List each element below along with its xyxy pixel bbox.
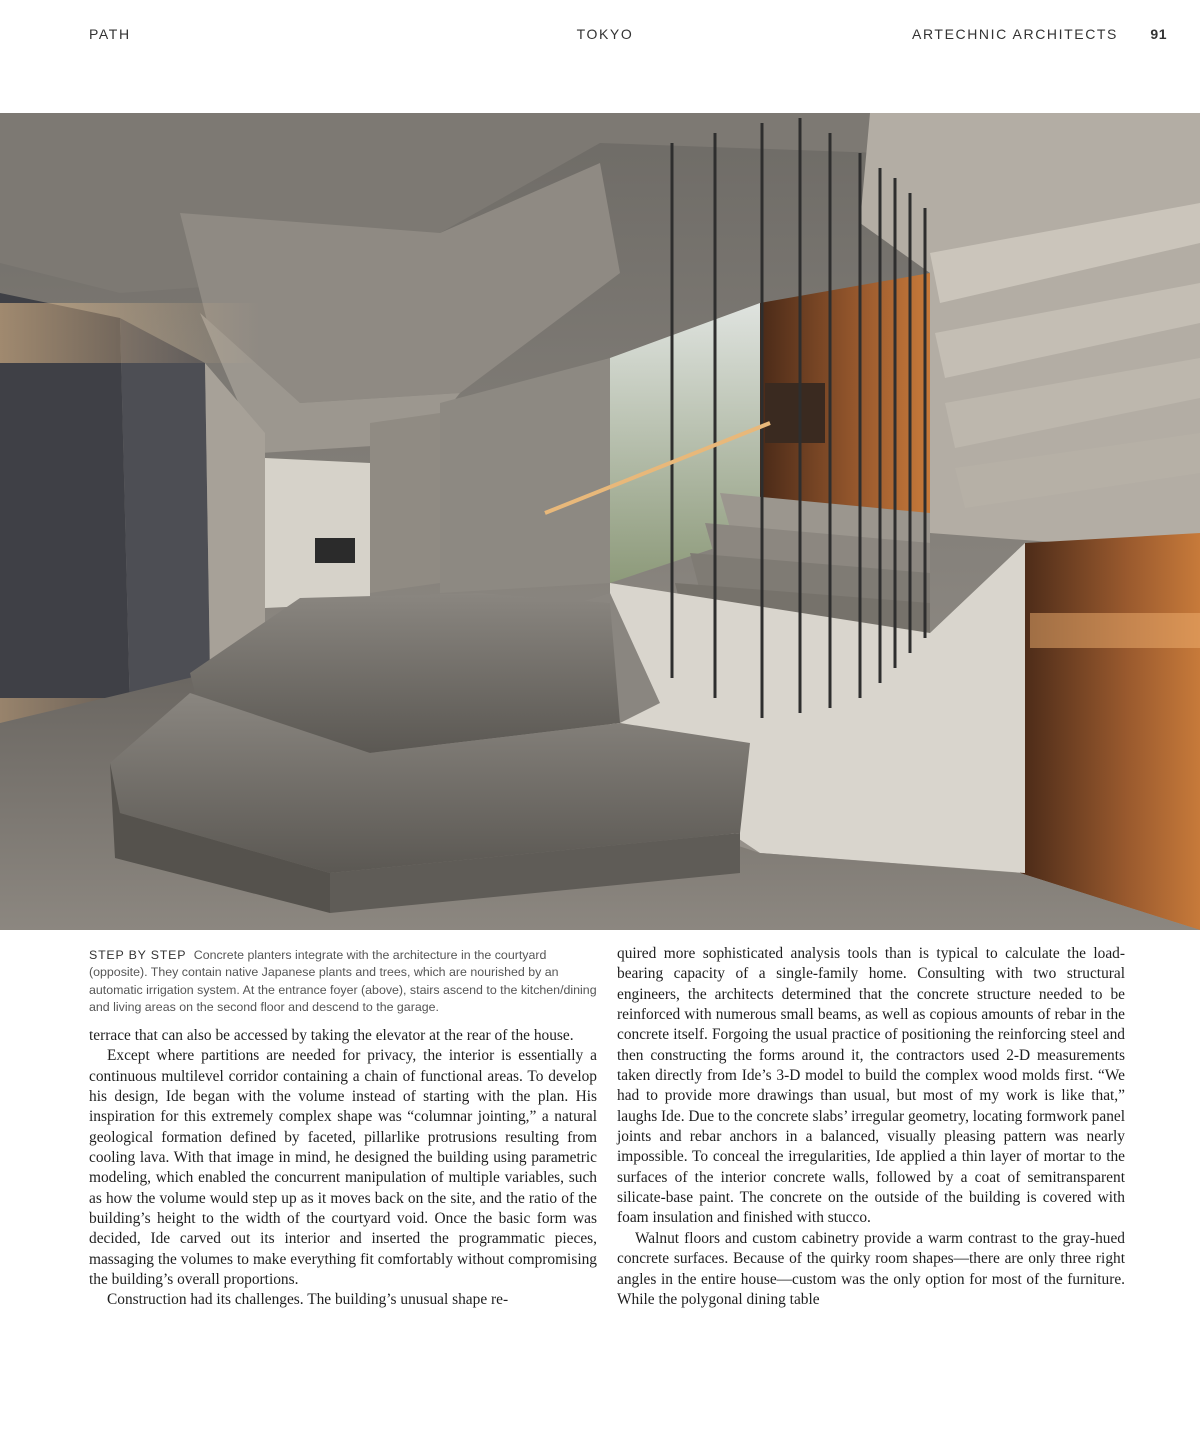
caption-text: Concrete planters integrate with the architecture in the courtyard (opposite). They contain native Japanese plants and trees, which are nourished by an automatic irrigation system. At the entrance foyer (above), stairs ascend to the kitchen/dining and living areas on the second floor and descend to the garage.: [89, 948, 597, 1015]
stair-foyer-photo: [0, 113, 1200, 930]
section-label: PATH: [89, 26, 131, 42]
paragraph: Except where partitions are needed for privacy, the interior is essentially a continuous multilevel corridor containing a chain of functional areas. To develop his design, Ide began with the volume instead of starting with the plan. His inspiration for this extremely complex shape was “columnar jointing,” a natural geological formation defined by faceted, pillarlike protrusions resulting from cooling lava. With that image in mind, he designed the building using parametric modeling, which enabled the concurrent manipulation of multiple variables, such as how the volume would step up as it moves back on the site, and the ratio of the building’s height to the width of the courtyard void. Once the basic form was decided, Ide carved out its interior and inserted the programmatic pieces, massaging the volumes to make everything fit comfortably without compromising the building’s overall proportions.: [89, 1047, 597, 1289]
body-column-left: [89, 1026, 597, 1311]
paragraph: quired more sophisticated analysis tools than is typical to calculate the load-bearing capacity of a single-family home. Consulting with two structural engineers, the architects determined that the concrete structure needed to be reinforced with numerous small beams, as well as copious amounts of rebar in the concrete itself. Forgoing the usual practice of positioning the reinforcing steel and then constructing the forms around it, the contractors used 2-D measurements taken directly from Ide’s 3-D model to build the complex wood molds first. “We had to provide more drawings than usual, but most of my work is like that,” laughs Ide. Due to the concrete slabs’ irregular geometry, locating formwork panel joints and rebar anchors in a balanced, visually pleasing pattern was nearly impossible. To conceal the irregularities, Ide applied a thin layer of mortar to the surfaces of the interior concrete walls, followed by a coat of semitransparent silicate-base paint. The concrete on the outside of the building is covered with foam insulation and finished with stucco.: [617, 945, 1125, 1227]
body-column-right: [617, 944, 1125, 1310]
paragraph: Construction had its challenges. The building’s unusual shape re-: [107, 1291, 509, 1309]
caption-head: STEP BY STEP: [89, 948, 187, 962]
city-label: TOKYO: [576, 26, 634, 42]
running-head: [0, 26, 1200, 46]
paragraph: Walnut floors and custom cabinetry provide a warm contrast to the gray-hued concrete surfaces. Because of the quirky room shapes—there are only three right angles in the entire house—custom was the only option for most of the furniture. While the polygonal dining table: [617, 1229, 1125, 1308]
page-number: 91: [1150, 26, 1167, 42]
photo-caption: [89, 947, 597, 1017]
firm-label: ARTECHNIC ARCHITECTS: [912, 26, 1118, 42]
paragraph: terrace that can also be accessed by taking the elevator at the rear of the house.: [89, 1027, 574, 1044]
